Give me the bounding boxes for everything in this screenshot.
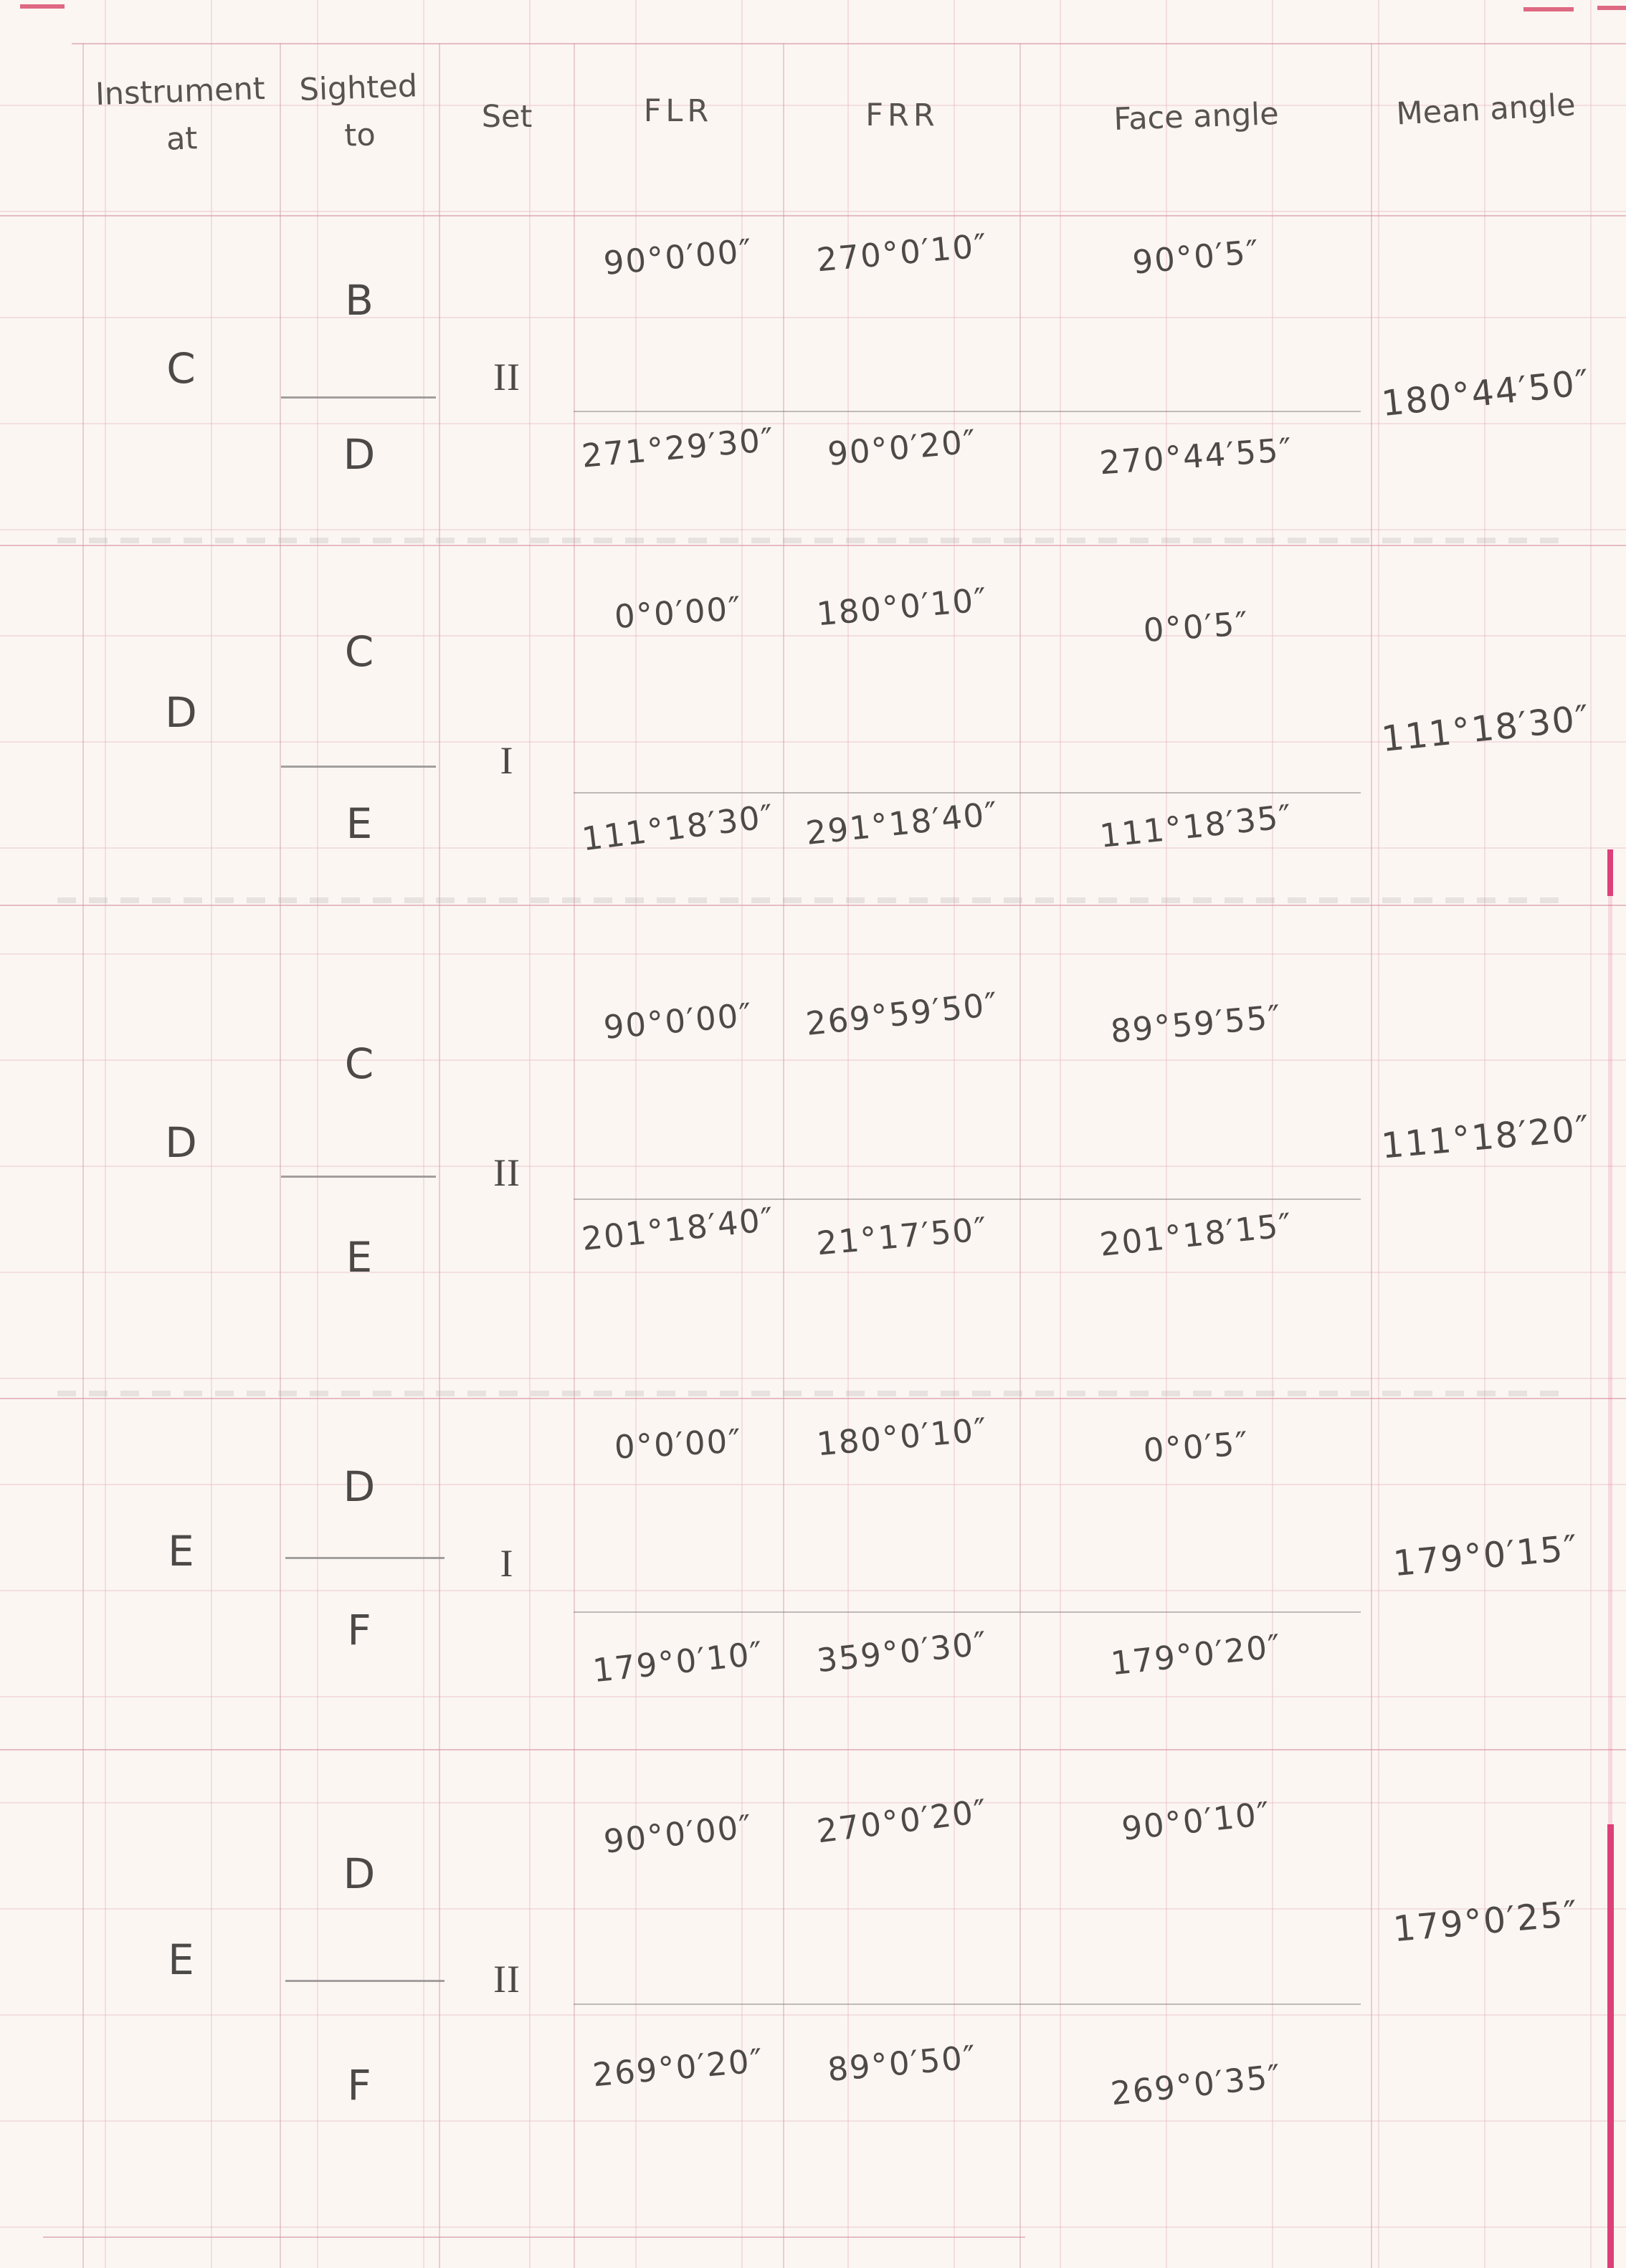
mean-angle-value: 180°44′50″ <box>1379 361 1592 425</box>
flr-value: 90°0′00″ <box>602 232 755 282</box>
sighted-fraction-bar <box>285 1557 444 1559</box>
frr-value: 180°0′10″ <box>814 580 990 634</box>
block-separator-2 <box>0 905 1626 906</box>
sighted-fraction-bar <box>285 1980 444 1982</box>
instrument-station: D <box>165 688 197 737</box>
header-frr: FRR <box>865 97 939 133</box>
header-instrument-at <box>81 65 281 166</box>
mean-angle-value: 179°0′25″ <box>1392 1892 1580 1950</box>
frr-value: 21°17′50″ <box>814 1209 990 1263</box>
mean-angle-value: 111°18′20″ <box>1379 1107 1592 1167</box>
instrument-station: E <box>168 1527 194 1576</box>
header-instrument-line2: at <box>166 120 199 158</box>
face-angle-value: 89°59′55″ <box>1108 997 1284 1051</box>
sighted-bottom-station: E <box>346 1233 373 1282</box>
table-bottom-border <box>43 2236 1025 2238</box>
sighted-bottom-station: F <box>347 1606 371 1654</box>
frr-value: 359°0′30″ <box>814 1624 990 1680</box>
face-angle-value: 111°18′35″ <box>1098 797 1295 855</box>
header-mean-angle: Mean angle <box>1395 87 1577 133</box>
set-number: II <box>493 1958 520 2001</box>
set-number: I <box>500 739 514 782</box>
frr-value: 269°59′50″ <box>804 985 1001 1043</box>
top-left-red-mark <box>20 4 65 9</box>
flr-value: 201°18′40″ <box>579 1200 776 1258</box>
sight-row-divider <box>574 2003 1361 2005</box>
frr-value: 180°0′10″ <box>814 1410 990 1464</box>
set-number: II <box>493 1151 520 1194</box>
face-angle-value: 269°0′35″ <box>1108 2057 1284 2113</box>
ink-bleed-smudge <box>57 1391 1563 1396</box>
frr-value: 291°18′40″ <box>804 794 1001 852</box>
sighted-bottom-station: E <box>346 799 373 848</box>
face-angle-value: 90°0′5″ <box>1131 232 1262 282</box>
sighted-fraction-bar <box>281 1176 436 1178</box>
header-set: Set <box>481 99 533 135</box>
set-number: II <box>493 356 520 399</box>
face-angle-value: 179°0′20″ <box>1108 1626 1284 1683</box>
flr-value: 269°0′20″ <box>591 2041 766 2095</box>
block-separator-3 <box>0 1398 1626 1399</box>
face-angle-value: 0°0′5″ <box>1142 604 1250 650</box>
top-right-red-mark <box>1523 7 1574 11</box>
sighted-fraction-bar <box>281 396 436 399</box>
header-face-angle: Face angle <box>1113 95 1280 138</box>
header-instrument-line1: Instrument <box>95 70 266 113</box>
ink-bleed-smudge <box>57 538 1563 543</box>
frr-value: 89°0′50″ <box>826 2038 979 2089</box>
sighted-bottom-station: D <box>343 430 376 479</box>
instrument-station: D <box>165 1118 197 1167</box>
column-divider-instrument-sighted <box>280 43 281 2268</box>
header-flr: FLR <box>643 93 713 129</box>
sighted-fraction-bar <box>281 766 436 768</box>
right-margin-line-segment <box>1607 849 1613 896</box>
header-sighted-line2: to <box>343 117 376 154</box>
block-separator-1 <box>0 545 1626 546</box>
header-sighted-to <box>278 62 440 162</box>
flr-value: 179°0′10″ <box>591 1634 766 1690</box>
flr-value: 0°0′00″ <box>613 1421 743 1467</box>
header-sighted-line1: Sighted <box>298 68 418 108</box>
sight-row-divider <box>574 1199 1361 1200</box>
sighted-top-station: C <box>344 627 374 676</box>
sighted-top-station: D <box>343 1462 376 1511</box>
ink-bleed-smudge <box>57 897 1563 903</box>
flr-value: 90°0′00″ <box>602 996 755 1047</box>
frr-value: 270°0′10″ <box>814 226 990 280</box>
flr-value: 90°0′00″ <box>602 1807 755 1861</box>
mean-angle-value: 179°0′15″ <box>1392 1527 1580 1585</box>
face-angle-value: 90°0′10″ <box>1119 1794 1273 1848</box>
table-top-border <box>72 43 1626 44</box>
instrument-station: E <box>168 1935 194 1984</box>
frr-value: 90°0′20″ <box>826 422 979 473</box>
top-right-corner-red-mark <box>1597 6 1626 10</box>
sighted-top-station: C <box>344 1039 374 1088</box>
sight-row-divider <box>574 1611 1361 1613</box>
flr-value: 271°29′30″ <box>580 420 776 475</box>
face-angle-value: 0°0′5″ <box>1142 1424 1250 1470</box>
mean-angle-value: 111°18′30″ <box>1379 697 1592 761</box>
flr-value: 0°0′00″ <box>613 589 743 637</box>
face-angle-value: 201°18′15″ <box>1098 1206 1295 1264</box>
set-number: I <box>500 1542 514 1585</box>
instrument-station: C <box>166 344 196 393</box>
flr-value: 111°18′30″ <box>579 796 777 859</box>
sight-row-divider <box>574 792 1361 794</box>
sighted-bottom-station: F <box>347 2061 371 2110</box>
right-margin-line-faint <box>1608 896 1612 1824</box>
column-divider-frr-face <box>1019 43 1021 2268</box>
frr-value: 270°0′20″ <box>814 1791 990 1851</box>
block-separator-4 <box>0 1749 1626 1750</box>
face-angle-value: 270°44′55″ <box>1098 430 1294 482</box>
header-bottom-border <box>0 215 1626 216</box>
column-divider-flr-frr <box>783 43 784 2268</box>
sight-row-divider <box>574 411 1361 412</box>
sighted-top-station: B <box>345 276 374 325</box>
sighted-top-station: D <box>343 1849 376 1898</box>
